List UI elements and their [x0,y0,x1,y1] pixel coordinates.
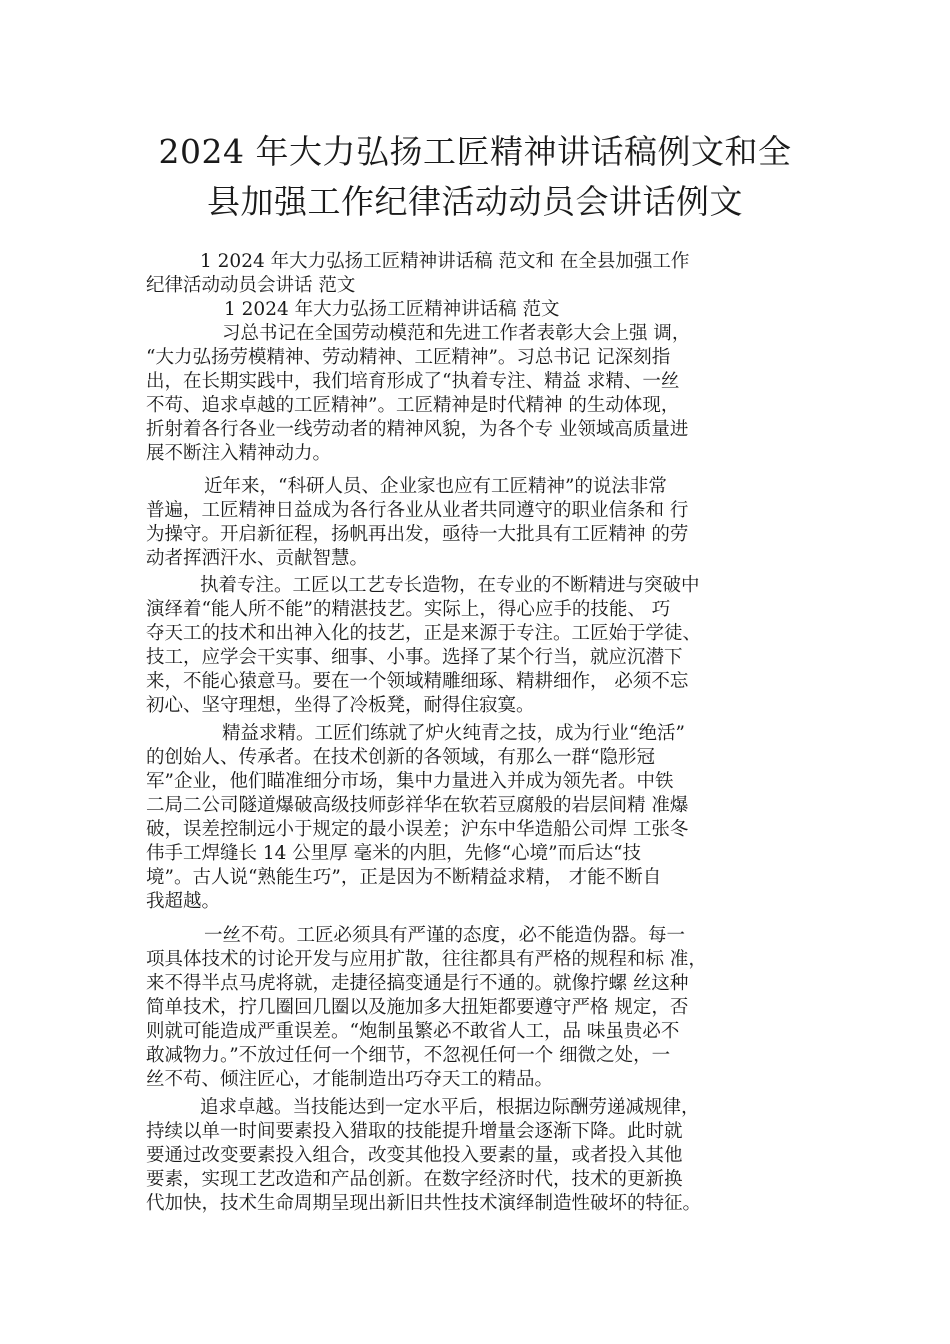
paragraph-line: 境”。古人说“熟能生巧”，正是因为不断精益求精， 才能不断自 [146,867,662,888]
paragraph-line: 夺天工的技术和出神入化的技艺，正是来源于专注。工匠始于学徒、 [146,623,702,644]
paragraph-line: 简单技术，拧几圈回几圈以及施加多大扭矩都要遵守严格 规定，否 [146,997,689,1018]
paragraph-line: 二局二公司隧道爆破高级技师彭祥华在软若豆腐般的岩层间精 准爆 [146,795,689,816]
paragraph-line: 我超越。 [146,891,221,912]
paragraph-line: 敢减物力。”不放过任何一个细节，不忽视任何一个 细微之处，一 [146,1045,671,1066]
paragraph-line: 折射着各行各业一线劳动者的精神风貌，为各个专 业领域高质量进 [146,419,689,440]
paragraph-line: 习总书记在全国劳动模范和先进工作者表彰大会上强 调， [222,323,691,344]
paragraph-line: 来不得半点马虎将就，走捷径搞变通是行不通的。就像拧螺 丝这种 [146,973,689,994]
paragraph-line: 要通过改变要素投入组合，改变其他投入要素的量，或者投入其他 [146,1145,683,1166]
paragraph-line: “大力弘扬劳模精神、劳动精神、工匠精神”。习总书记 记深刻指 [146,347,671,368]
paragraph-line: 展不断注入精神动力。 [146,443,332,464]
paragraph-line: 则就可能造成严重误差。“炮制虽繁必不敢省人工，品 味虽贵必不 [146,1021,680,1042]
paragraph-line: 项具体技术的讨论开发与应用扩散，往往都具有严格的规程和标 准， [146,949,707,970]
paragraph-line: 一丝不苟。工匠必须具有严谨的态度，必不能造伪器。每一 [204,925,686,946]
paragraph-line: 不苟、追求卓越的工匠精神”。工匠精神是时代精神 的生动体现， [146,395,680,416]
toc-line: 纪律活动动员会讲话 范文 [146,275,356,296]
paragraph-line: 持续以单一时间要素投入猎取的技能提升增量会逐渐下降。此时就 [146,1121,683,1142]
document-title-line-1: 2024 年大力弘扬工匠精神讲话稿例文和全 [158,132,792,171]
paragraph-line: 出，在长期实践中，我们培育形成了“执着专注、精益 求精、一丝 [146,371,680,392]
section-heading: 1 2024 年大力弘扬工匠精神讲话稿 范文 [224,299,560,320]
paragraph-line: 来，不能心猿意马。要在一个领域精雕细琢、精耕细作， 必须不忘 [146,671,689,692]
paragraph-line: 执着专注。工匠以工艺专长造物，在专业的不断精进与突破中 [200,575,700,596]
paragraph-line: 的创始人、传承者。在技术创新的各领域，有那么一群“隐形冠 [146,747,655,768]
paragraph-line: 代加快，技术生命周期呈现出新旧共性技术演绎制造性破坏的特征。 [146,1193,702,1214]
paragraph-line: 初心、坚守理想，坐得了冷板凳，耐得住寂寞。 [146,695,535,716]
paragraph-line: 演绎着“能人所不能”的精湛技艺。实际上，得心应手的技能、 巧 [146,599,671,620]
paragraph-line: 追求卓越。当技能达到一定水平后，根据边际酬劳递减规律， [200,1097,700,1118]
paragraph-line: 要素，实现工艺改造和产品创新。在数字经济时代，技术的更新换 [146,1169,683,1190]
paragraph-line: 为操守。开启新征程，扬帆再出发，亟待一大批具有工匠精神 的劳 [146,524,689,545]
paragraph-line: 精益求精。工匠们练就了炉火纯青之技，成为行业“绝活” [222,723,685,744]
paragraph-line: 伟手工焊缝长 14 公里厚 毫米的内胆，先修“心境”而后达“技 [146,843,642,864]
toc-line: 1 2024 年大力弘扬工匠精神讲话稿 范文和 在全县加强工作 [200,251,690,272]
paragraph-line: 动者挥洒汗水、贡献智慧。 [146,548,369,569]
paragraph-line: 军”企业，他们瞄准细分市场，集中力量进入并成为领先者。中铁 [146,771,674,792]
paragraph-line: 近年来，“科研人员、企业家也应有工匠精神”的说法非常 [204,476,667,497]
paragraph-line: 普遍，工匠精神日益成为各行各业从业者共同遵守的职业信条和 行 [146,500,689,521]
paragraph-line: 技工，应学会干实事、细事、小事。选择了某个行当，就应沉潜下 [146,647,683,668]
paragraph-line: 破，误差控制远小于规定的最小误差；沪东中华造船公司焊 工张冬 [146,819,689,840]
paragraph-line: 丝不苟、倾注匠心，才能制造出巧夺天工的精品。 [146,1069,554,1090]
document-title-line-2: 县加强工作纪律活动动员会讲话例文 [207,182,743,221]
